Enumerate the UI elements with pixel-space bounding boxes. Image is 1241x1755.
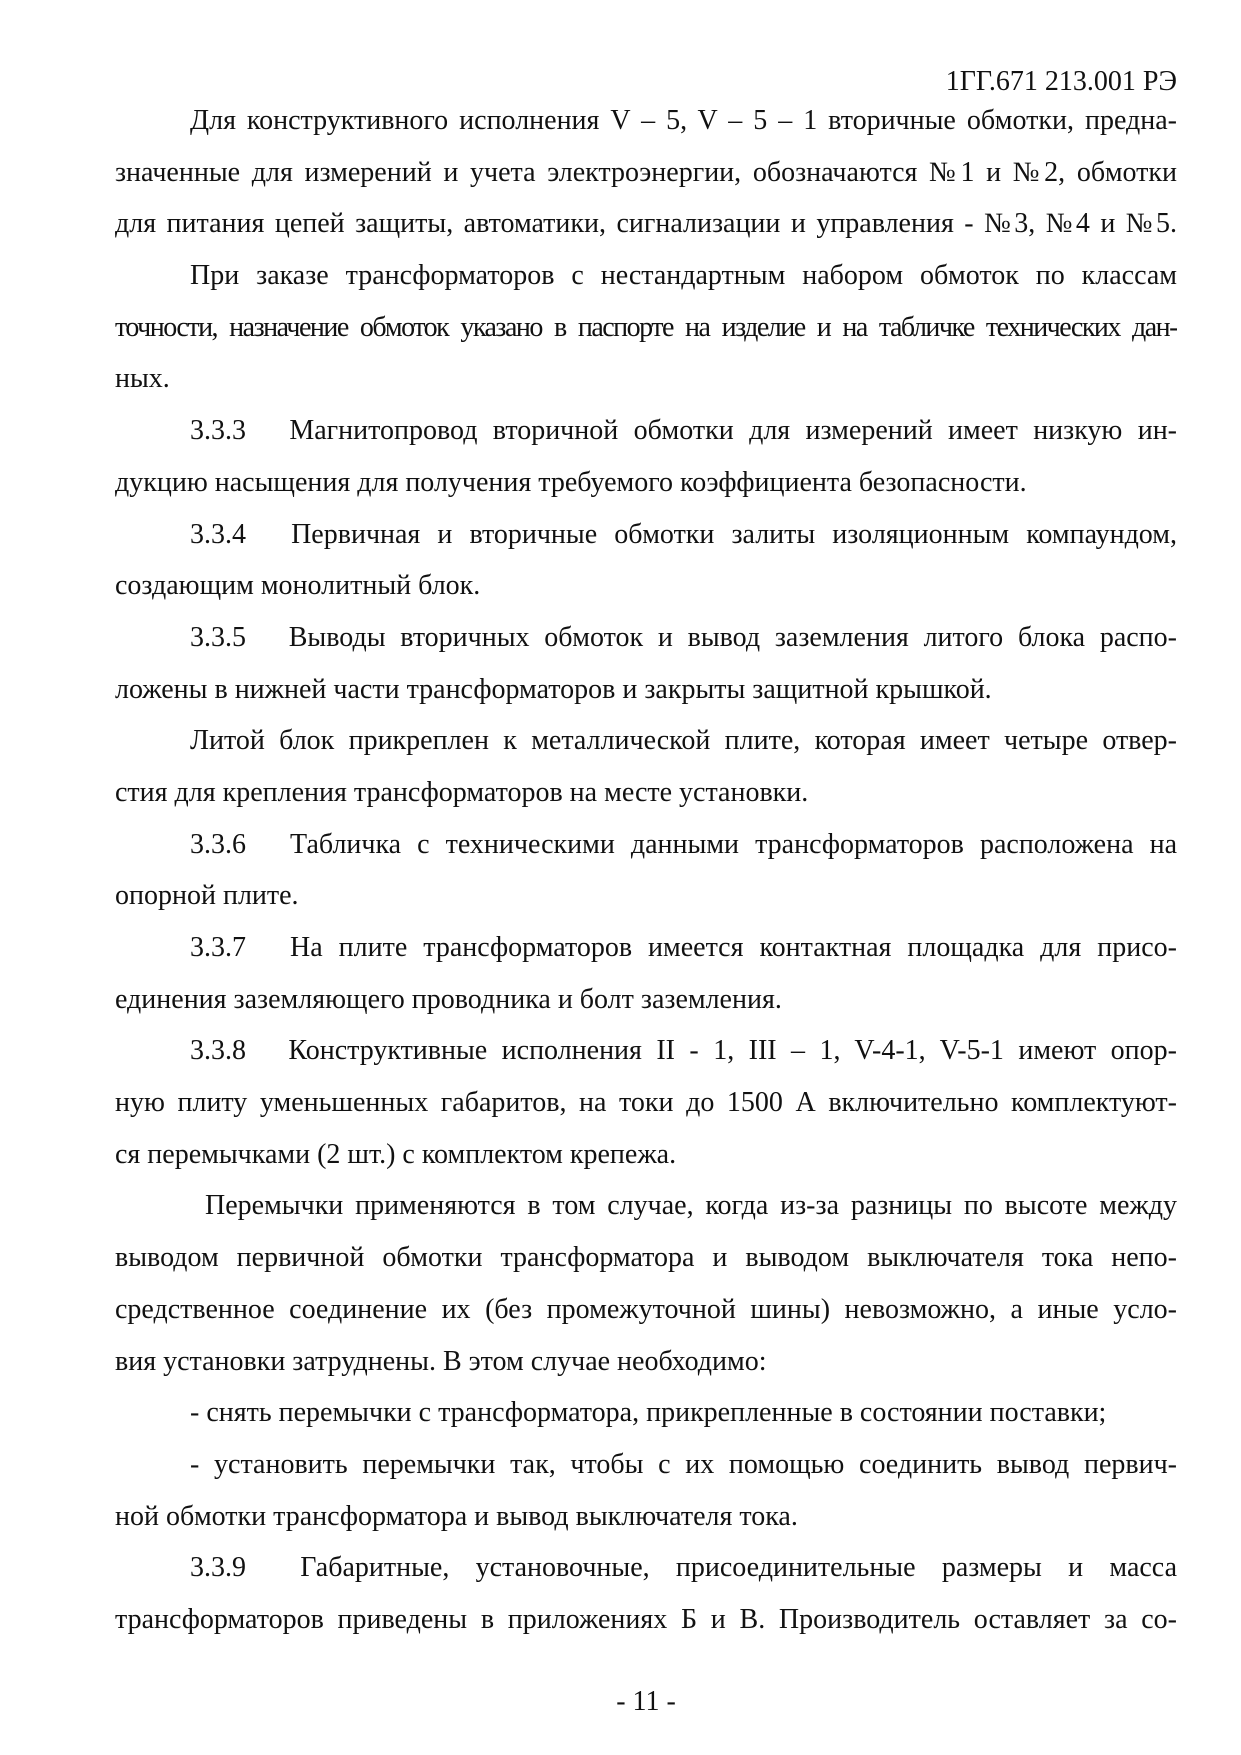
text-line: создающим монолитный блок.: [115, 570, 481, 602]
page-number: - 11 -: [616, 1686, 676, 1717]
text-line: значенные для измерений и учета электроэнергии, обозначаются №1 и №2, обмотки: [115, 156, 1177, 188]
text-line: 3.3.9 Габаритные, установочные, присоединительные размеры и масса: [190, 1552, 1177, 1584]
text-line: ложены в нижней части трансформаторов и закрыты защитной крышкой.: [115, 673, 992, 705]
document-code: 1ГГ.671 213.001 РЭ: [945, 66, 1177, 97]
text-line: ся перемычками (2 шт.) с комплектом крепежа.: [115, 1138, 677, 1170]
text-line: 3.3.3 Магнитопровод вторичной обмотки для измерений имеет низкую ин-: [190, 415, 1177, 447]
text-line: Литой блок прикреплен к металлической плите, которая имеет четыре отвер-: [190, 725, 1177, 757]
text-line: - снять перемычки с трансформатора, прикрепленные в состоянии поставки;: [190, 1397, 1107, 1429]
text-line: трансформаторов приведены в приложениях Б и В. Производитель оставляет за со-: [115, 1603, 1177, 1635]
text-line: опорной плите.: [115, 880, 299, 912]
text-line: ной обмотки трансформатора и вывод выключателя тока.: [115, 1500, 798, 1532]
text-line: При заказе трансформаторов с нестандартным набором обмоток по классам: [190, 260, 1177, 292]
text-line: выводом первичной обмотки трансформатора и выводом выключателя тока непо-: [115, 1242, 1177, 1274]
text-line: точности, назначение обмоток указано в паспорте на изделие и на табличке технических дан-: [115, 311, 1177, 343]
text-line: Для конструктивного исполнения V – 5, V – 5 – 1 вторичные обмотки, предна-: [190, 105, 1177, 136]
text-line: 3.3.8 Конструктивные исполнения II - 1, III – 1, V-4-1, V-5-1 имеют опор-: [190, 1035, 1177, 1067]
text-line: 3.3.5 Выводы вторичных обмоток и вывод заземления литого блока распо-: [190, 621, 1177, 653]
text-line: средственное соединение их (без промежуточной шины) невозможно, а иные усло-: [115, 1293, 1177, 1325]
text-line: ных.: [115, 363, 170, 395]
text-line: Перемычки применяются в том случае, когда из-за разницы по высоте между: [205, 1190, 1177, 1222]
text-line: вия установки затруднены. В этом случае необходимо:: [115, 1345, 767, 1377]
text-line: 3.3.7 На плите трансформаторов имеется контактная площадка для присо-: [190, 932, 1177, 963]
text-line: стия для крепления трансформаторов на месте установки.: [115, 776, 809, 808]
text-line: единения заземляющего проводника и болт заземления.: [115, 983, 782, 1015]
text-line: ную плиту уменьшенных габаритов, на токи до 1500 А включительно комплектуют-: [115, 1087, 1177, 1119]
document-body: [115, 95, 1177, 1646]
text-line: для питания цепей защиты, автоматики, сигнализации и управления - №3, №4 и №5.: [115, 208, 1177, 240]
text-line: дукцию насыщения для получения требуемого коэффициента безопасности.: [115, 466, 1027, 498]
text-line: - установить перемычки так, чтобы с их помощью соединить вывод первич-: [190, 1448, 1177, 1480]
text-line: 3.3.4 Первичная и вторичные обмотки залиты изоляционным компаундом,: [190, 518, 1177, 550]
text-line: 3.3.6 Табличка с техническими данными трансформаторов расположена на: [190, 828, 1177, 860]
